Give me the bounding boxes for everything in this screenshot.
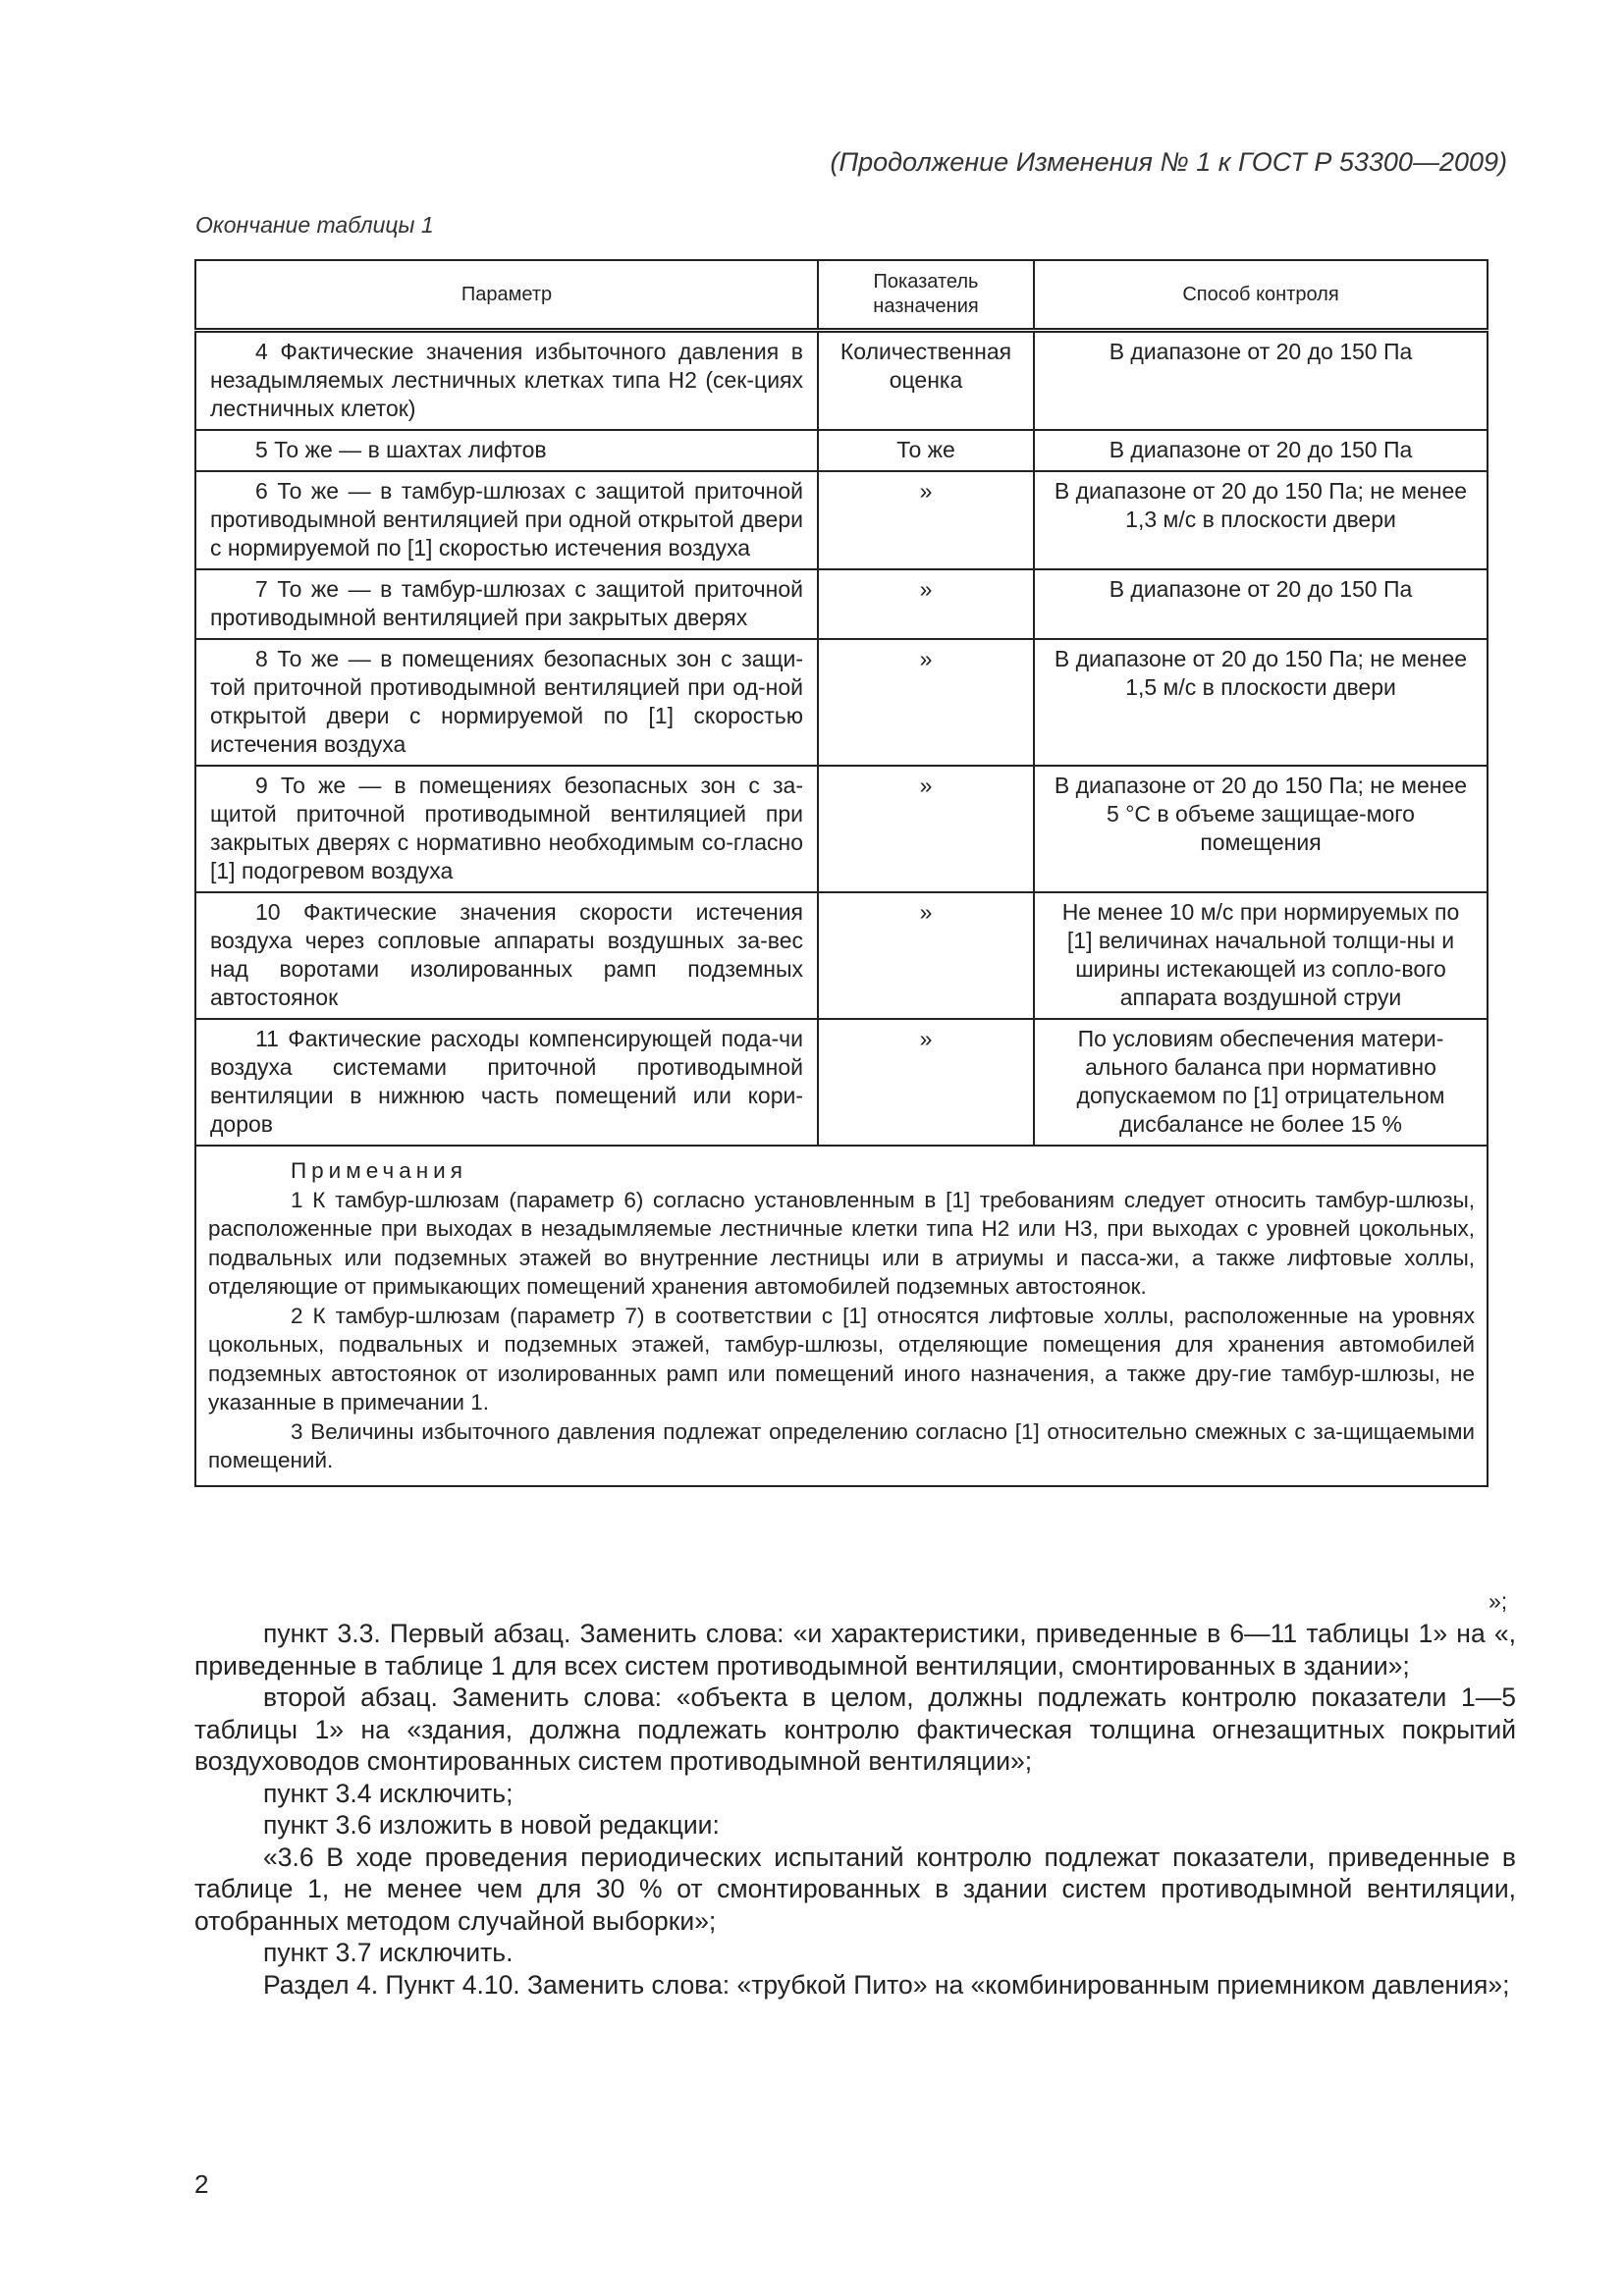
body-paragraph: пункт 3.7 исключить.	[263, 1938, 514, 1967]
table-row	[195, 892, 1488, 1019]
table-row	[195, 471, 1488, 569]
row-method: В диапазоне от 20 до 150 Па	[1034, 430, 1488, 471]
body-text	[194, 1618, 1516, 2001]
header-parameter: Параметр	[195, 260, 818, 331]
row-indicator: »	[818, 766, 1034, 892]
parameters-table	[194, 259, 1489, 1487]
row-param: 11 Фактические расходы компенсирующей пода-чи воздуха системами приточной противодымной вентиляции в нижнюю часть помещений или кори-доров	[195, 1019, 818, 1146]
table-end-mark: »;	[1489, 1588, 1508, 1614]
header-method: Способ контроля	[1034, 260, 1488, 331]
row-indicator: »	[818, 639, 1034, 766]
body-paragraph: «3.6 В ходе проведения периодических испытаний контролю подлежат показатели, приведенные в таблице 1, не менее чем для 30 % от смонтированных в здании систем противодымной вентиляции, отобранных методом случайной выборки»;	[194, 1842, 1516, 1936]
table-row	[195, 1019, 1488, 1146]
row-param: 5 То же — в шахтах лифтов	[195, 430, 818, 471]
table-row	[195, 569, 1488, 639]
row-indicator: Количественная оценка	[818, 331, 1034, 431]
body-paragraph: пункт 3.4 исключить;	[263, 1778, 514, 1808]
table-row	[195, 430, 1488, 471]
row-method: В диапазоне от 20 до 150 Па; не менее 5 °С в объеме защищае-мого помещения	[1034, 766, 1488, 892]
row-method: В диапазоне от 20 до 150 Па	[1034, 569, 1488, 639]
header-indicator: Показатель назначения	[818, 260, 1034, 331]
table-notes-row	[195, 1146, 1488, 1486]
body-paragraph: пункт 3.6 изложить в новой редакции:	[263, 1810, 720, 1840]
body-paragraph: пункт 3.3. Первый абзац. Заменить слова: «и характеристики, приведенные в 6—11 таблицы 1» на «, приведенные в таблице 1 для всех систем противодымной вентиляции, смонтированных в здании»;	[194, 1619, 1516, 1681]
table-header-row	[195, 260, 1488, 331]
row-indicator: »	[818, 569, 1034, 639]
row-param: 4 Фактические значения избыточного давления в незадымляемых лестничных клетках типа Н2 (сек-циях лестничных клеток)	[195, 331, 818, 431]
note-1: 1 К тамбур-шлюзам (параметр 6) согласно установленным в [1] требованиям следует относить тамбур-шлюзы, расположенные при выходах в незадымляемые лестничные клетки типа Н2 или Н3, при выходах с уровней цокольных, подвальных или подземных этажей во внутренние лестницы или в атриумы и пасса-жи, а также лифтовые холлы, отделяющие от примыкающих помещений хранения автомобилей подземных автостоянок.	[208, 1187, 1475, 1299]
page-number: 2	[194, 2169, 209, 2199]
row-method: В диапазоне от 20 до 150 Па; не менее 1,5 м/с в плоскости двери	[1034, 639, 1488, 766]
table-row	[195, 639, 1488, 766]
row-indicator: »	[818, 892, 1034, 1019]
body-paragraph: второй абзац. Заменить слова: «объекта в целом, должны подлежать контролю показатели 1—5 таблицы 1» на «здания, должна подлежать контролю фактическая толщина огнезащитных покрытий воздуховодов смонтированных систем противодымной вентиляции»;	[194, 1682, 1516, 1776]
row-indicator: »	[818, 471, 1034, 569]
row-param: 6 То же — в тамбур-шлюзах с защитой приточной противодымной вентиляцией при одной открытой двери с нормируемой по [1] скоростью истечения воздуха	[195, 471, 818, 569]
row-param: 9 То же — в помещениях безопасных зон с за-щитой приточной противодымной вентиляцией при закрытых дверях с нормативно необходимым со-гласно [1] подогревом воздуха	[195, 766, 818, 892]
note-3: 3 Величины избыточного давления подлежат определению согласно [1] относительно смежных с за-щищаемыми помещений.	[208, 1418, 1475, 1472]
row-method: В диапазоне от 20 до 150 Па	[1034, 331, 1488, 431]
table-row	[195, 766, 1488, 892]
table-row	[195, 331, 1488, 431]
row-indicator: »	[818, 1019, 1034, 1146]
row-param: 10 Фактические значения скорости истечения воздуха через сопловые аппараты воздушных за-вес над воротами изолированных рамп подземных автостоянок	[195, 892, 818, 1019]
row-method: В диапазоне от 20 до 150 Па; не менее 1,3 м/с в плоскости двери	[1034, 471, 1488, 569]
body-paragraph: Раздел 4. Пункт 4.10. Заменить слова: «трубкой Пито» на «комбинированным приемником давления»;	[263, 1969, 1510, 2000]
table-caption: Окончание таблицы 1	[195, 212, 434, 238]
table-notes	[195, 1146, 1488, 1486]
row-method: По условиям обеспечения матери-ального баланса при нормативно допускаемом по [1] отрицательном дисбалансе не более 15 %	[1034, 1019, 1488, 1146]
row-method: Не менее 10 м/с при нормируемых по [1] величинах начальной толщи-ны и ширины истекающей из сопло-вого аппарата воздушной струи	[1034, 892, 1488, 1019]
notes-title: Примечания	[291, 1158, 467, 1183]
note-2: 2 К тамбур-шлюзам (параметр 7) в соответствии с [1] относятся лифтовые холлы, расположенные на уровнях цокольных, подвальных и подземных этажей, тамбур-шлюзы, отделяющие помещения для хранения автомобилей подземных автостоянок от изолированных рамп или помещений иного назначения, а также дру-гие тамбур-шлюзы, не указанные в примечании 1.	[208, 1303, 1475, 1415]
row-param: 8 То же — в помещениях безопасных зон с защи-той приточной противодымной вентиляцией при од-ной открытой двери с нормируемой по [1] скоростью истечения воздуха	[195, 639, 818, 766]
row-indicator: То же	[818, 430, 1034, 471]
row-param: 7 То же — в тамбур-шлюзах с защитой приточной противодымной вентиляцией при закрытых дверях	[195, 569, 818, 639]
page-header: (Продолжение Изменения № 1 к ГОСТ Р 53300—2009)	[830, 147, 1507, 177]
